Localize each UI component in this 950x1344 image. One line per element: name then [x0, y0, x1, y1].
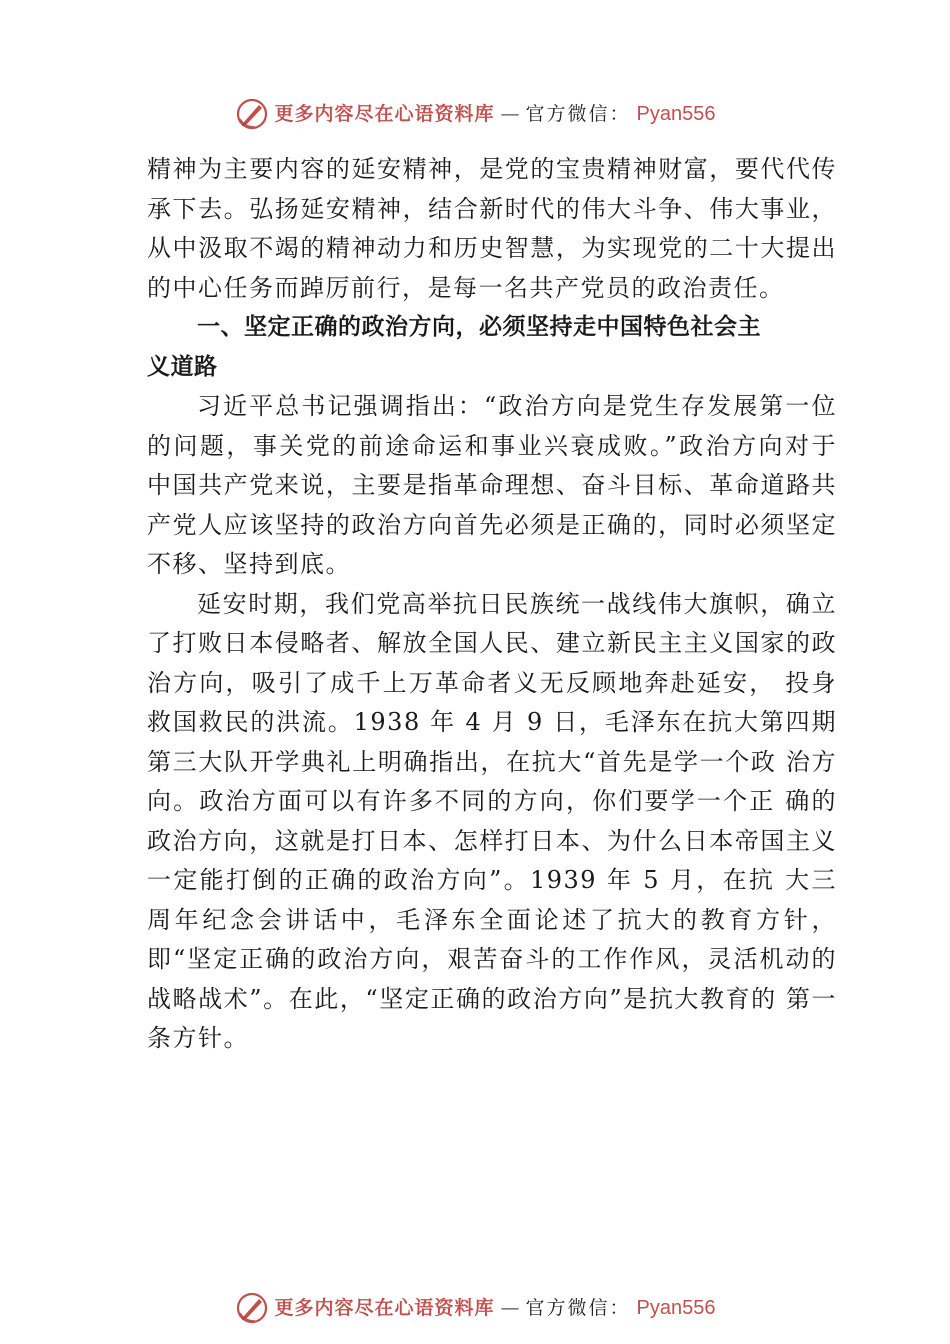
banner-wechat-id: Pyan556 — [636, 103, 716, 125]
banner-wechat-label: 官方微信： — [525, 1297, 631, 1319]
pen-circle-logo-icon — [235, 1291, 269, 1325]
banner-dash: — — [500, 103, 520, 125]
banner-wechat-id: Pyan556 — [636, 1297, 716, 1319]
document-body — [147, 150, 837, 1059]
banner-wechat-label: 官方微信： — [525, 103, 631, 125]
banner-dash: — — [500, 1297, 520, 1319]
banner-brand-text: 更多内容尽在心语资料库 — [274, 1297, 495, 1319]
footer-banner — [0, 1288, 950, 1328]
paragraph-yanan: 延安时期，我们党高举抗日民族统一战线伟大旗帜，确立了打败日本侵略者、解放全国人民、建立新民主主义国家的政治方向，吸引了成千上万革命者义无反顾地奔赴延安， 投身救国救民的洪流。1938 年 4 月 9 日，毛泽东在抗大第四期第三大队开学典礼上明确指出，在抗大“首先是学一个政 治方向。政治方面可以有许多不同的方向，你们要学一个正 确的政治方向，这就是打日本、怎样打日本、为什么日本帝国主义一定能打倒的正确的政治方向”。1939 年 5 月，在抗 大三周年纪念会讲话中，毛泽东全面论述了抗大的教育方针， 即“坚定正确的政治方向，艰苦奋斗的工作作风，灵活机动的战略战术”。在此，“坚定正确的政治方向”是抗大教育的 第一条方针。 — [147, 589, 837, 1052]
paragraph-intro: 精神为主要内容的延安精神，是党的宝贵精神财富，要代代传承下去。弘扬延安精神，结合新时代的伟大斗争、伟大事业，从中汲取不竭的精神动力和历史智慧，为实现党的二十大提出的中心任务而踔厉前行，是每一名共产党员的政治责任。 — [147, 155, 837, 302]
section-heading: 一、坚定正确的政治方向，必须坚持走中国特色社会主义道路 — [147, 314, 761, 380]
paragraph-quote: 习近平总书记强调指出：“政治方向是党生存发展第一位的问题，事关党的前途命运和事业兴衰成败。”政治方向对于中国共产党来说，主要是指革命理想、奋斗目标、革命道路共产党人应该坚持的政治方向首先必须是正确的，同时必须坚定不移、坚持到底。 — [147, 392, 837, 578]
banner-brand-text: 更多内容尽在心语资料库 — [274, 103, 495, 125]
header-banner — [0, 94, 950, 134]
pen-circle-logo-icon — [235, 97, 269, 131]
